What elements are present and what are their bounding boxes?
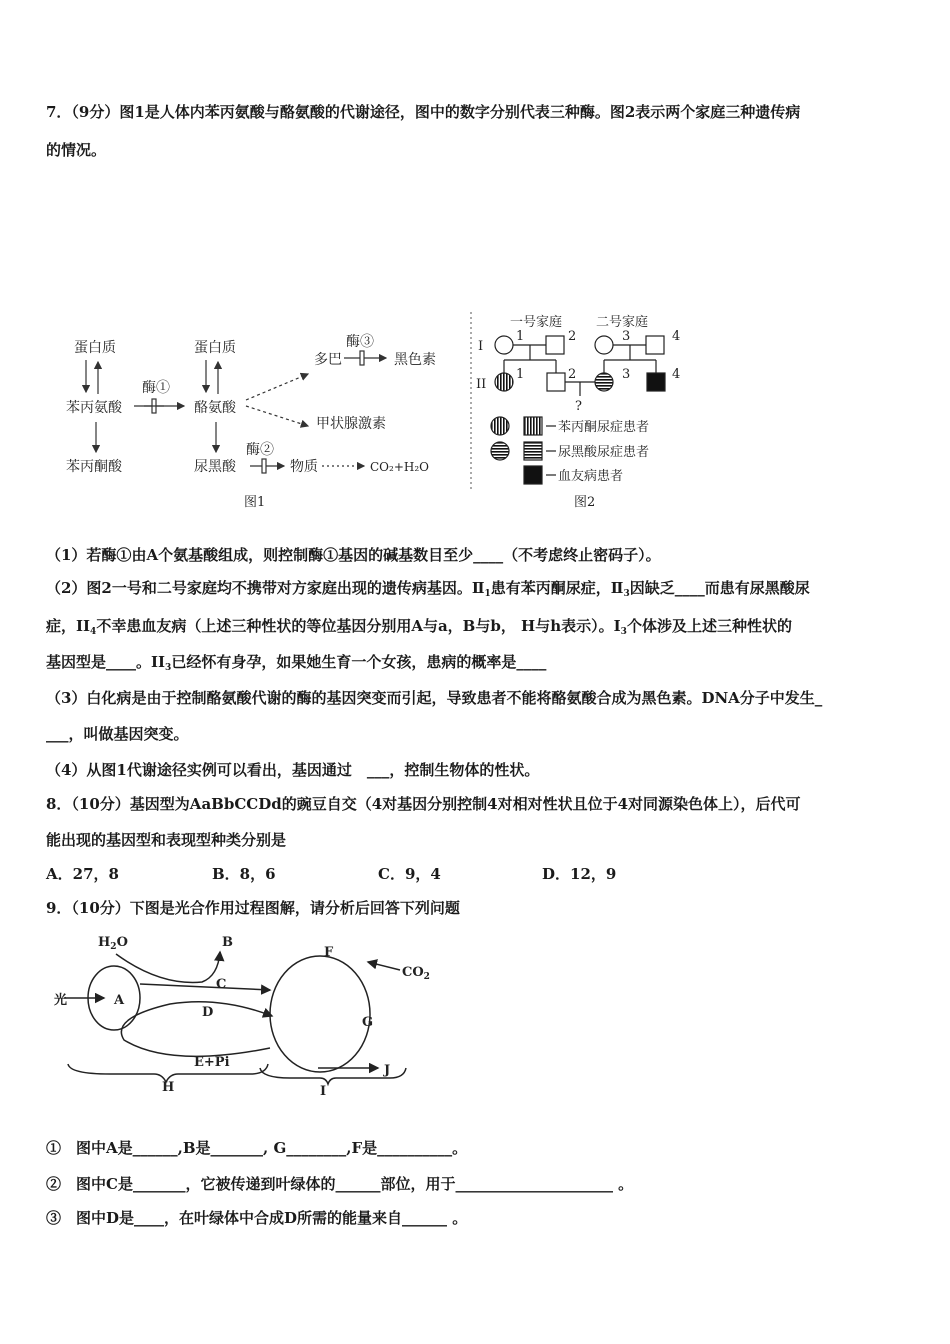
f2-ii4-number: 4 xyxy=(672,367,681,382)
family-1-label: 一号家庭 xyxy=(510,315,563,330)
figure-2-pedigree xyxy=(476,310,696,516)
h2o-o: O xyxy=(116,935,128,950)
q7-sub2-line2 xyxy=(46,616,792,642)
q7-sub2-line2-a: 症，II xyxy=(46,617,91,635)
legend-hemophilia: 血友病患者 xyxy=(558,469,624,484)
q7-sub2-index-3c: 3 xyxy=(165,663,172,673)
q7-sub2-line3-a: 基因型是____。II xyxy=(46,653,166,671)
h2o-h: H xyxy=(98,935,111,950)
light-label: 光 xyxy=(54,993,68,1008)
q9-part-3: ③ 图中D是____，在叶绿体中合成D所需的能量来自______ 。 xyxy=(46,1209,468,1227)
thyroxine-label: 甲状腺激素 xyxy=(316,416,386,432)
figure-1-metabolic-pathway xyxy=(60,330,460,520)
figure-1-caption: 图1 xyxy=(244,495,266,510)
q8-option-b: B．8，6 xyxy=(212,865,276,883)
q8-option-c: C．9，4 xyxy=(378,865,441,883)
figure-2-caption: 图2 xyxy=(574,495,596,510)
q7-sub2-index-3: 3 xyxy=(623,589,630,599)
f2-i3-number: 3 xyxy=(622,329,631,344)
q7-sub2-part-a: （2）图2一号和二号家庭均不携带对方家庭出现的遗传病基因。Ⅱ xyxy=(46,579,485,597)
b-label: B xyxy=(222,935,233,950)
generation-2-label: II xyxy=(476,377,487,392)
q7-sub3-line2: ___，叫做基因突变。 xyxy=(46,725,189,743)
q7-sub2-index-3b: 3 xyxy=(620,627,627,637)
q9-part-2: ② 图中C是_______，它被传递到叶绿体的______部位，用于_____________________ 。 xyxy=(46,1175,634,1193)
q7-sub2-index-4: 4 xyxy=(90,627,97,637)
dopa-label: 多巴 xyxy=(314,352,342,368)
j-label: J xyxy=(384,1063,391,1078)
family-2-label: 二号家庭 xyxy=(596,315,649,330)
f1-i1-number: 1 xyxy=(516,329,525,344)
phenylalanine-label: 苯丙氨酸 xyxy=(66,400,122,416)
enzyme-1-label: 酶① xyxy=(142,380,170,396)
homogentisate-label: 尿黑酸 xyxy=(194,459,236,475)
generation-1-label: I xyxy=(478,339,484,354)
q7-sub4: （4）从图1代谢途径实例可以看出，基因通过 ___，控制生物体的性状。 xyxy=(46,761,540,779)
c-label: C xyxy=(216,977,227,992)
figure-photosynthesis-diagram xyxy=(50,928,450,1100)
q7-sub2-line2-b: 不幸患血友病（上述三种性状的等位基因分别用A与a，B与b， H与h表示）。I xyxy=(96,617,621,635)
e-pi-label: E+Pi xyxy=(194,1055,230,1070)
q7-sub2-part-c: 因缺乏____而患有尿黑酸尿 xyxy=(629,579,810,597)
q7-sub2-line1 xyxy=(46,578,810,604)
unborn-question-mark: ? xyxy=(575,399,582,414)
q8-stem-line1: 8．（10分）基因型为AaBbCCDd的豌豆自交（4对基因分别控制4对相对性状且位于4对同源染色体上），后代可 xyxy=(46,795,801,813)
f1-i2-number: 2 xyxy=(568,329,577,344)
q8-stem-line2: 能出现的基因型和表现型种类分别是 xyxy=(46,831,287,849)
legend-alkaptonuria: 尿黑酸尿症患者 xyxy=(558,445,650,460)
h2o-sub: 2 xyxy=(110,942,117,952)
f-label: F xyxy=(324,945,334,960)
figure-separator xyxy=(468,312,474,492)
f1-ii2-number: 2 xyxy=(568,367,577,382)
tyrosine-label: 酪氨酸 xyxy=(194,400,236,416)
co2-h2o-label: CO₂+H₂O xyxy=(370,460,429,474)
substance-label: 物质 xyxy=(290,459,318,475)
legend-phenylketonuria: 苯丙酮尿症患者 xyxy=(558,420,650,435)
melanin-label: 黑色素 xyxy=(394,352,436,368)
f2-ii3-number: 3 xyxy=(622,367,631,382)
i-label: I xyxy=(320,1084,327,1099)
q9-part-1: ① 图中A是______,B是_______, G________,F是__________。 xyxy=(46,1139,468,1157)
q7-sub2-index-1: 1 xyxy=(484,589,491,599)
q7-sub3-line1: （3）白化病是由于控制酪氨酸代谢的酶的基因突变而引起，导致患者不能将酪氨酸合成为黑色素。DNA分子中发生_ xyxy=(46,689,823,707)
q7-sub2-line3-b: 已经怀有身孕，如果她生育一个女孩，患病的概率是____ xyxy=(171,653,547,671)
f1-ii1-number: 1 xyxy=(516,367,525,382)
co2-sub: 2 xyxy=(423,972,430,982)
g-label: G xyxy=(362,1015,374,1030)
co2-label xyxy=(402,965,430,982)
q7-stem-line2: 的情况。 xyxy=(46,141,107,159)
co2-co: CO xyxy=(402,965,424,980)
q8-option-d: D．12，9 xyxy=(542,865,617,883)
q7-stem-line1: 7．（9分）图1是人体内苯丙氨酸与酪氨酸的代谢途径，图中的数字分别代表三种酶。图2表示两个家庭三种遗传病 xyxy=(46,103,801,121)
protein-right-label: 蛋白质 xyxy=(194,340,236,356)
q7-sub2-line2-c: 个体涉及上述三种性状的 xyxy=(626,617,792,635)
enzyme-3-label: 酶③ xyxy=(346,334,374,350)
d-label: D xyxy=(202,1005,214,1020)
phenylpyruvate-label: 苯丙酮酸 xyxy=(66,459,122,475)
q8-option-a: A．27，8 xyxy=(46,865,119,883)
a-label: A xyxy=(114,993,125,1008)
h2o-label xyxy=(98,935,128,952)
enzyme-2-label: 酶② xyxy=(246,442,274,458)
q7-sub1: （1）若酶①由A个氨基酸组成，则控制酶①基因的碱基数目至少____（不考虑终止密码子）。 xyxy=(46,546,661,564)
h-label: H xyxy=(162,1080,175,1095)
protein-left-label: 蛋白质 xyxy=(74,340,116,356)
f2-i4-number: 4 xyxy=(672,329,681,344)
q7-sub2-line3 xyxy=(46,652,546,678)
q9-stem: 9．（10分）下图是光合作用过程图解，请分析后回答下列问题 xyxy=(46,899,460,917)
q7-sub2-part-b: 患有苯丙酮尿症，Ⅱ xyxy=(490,579,624,597)
